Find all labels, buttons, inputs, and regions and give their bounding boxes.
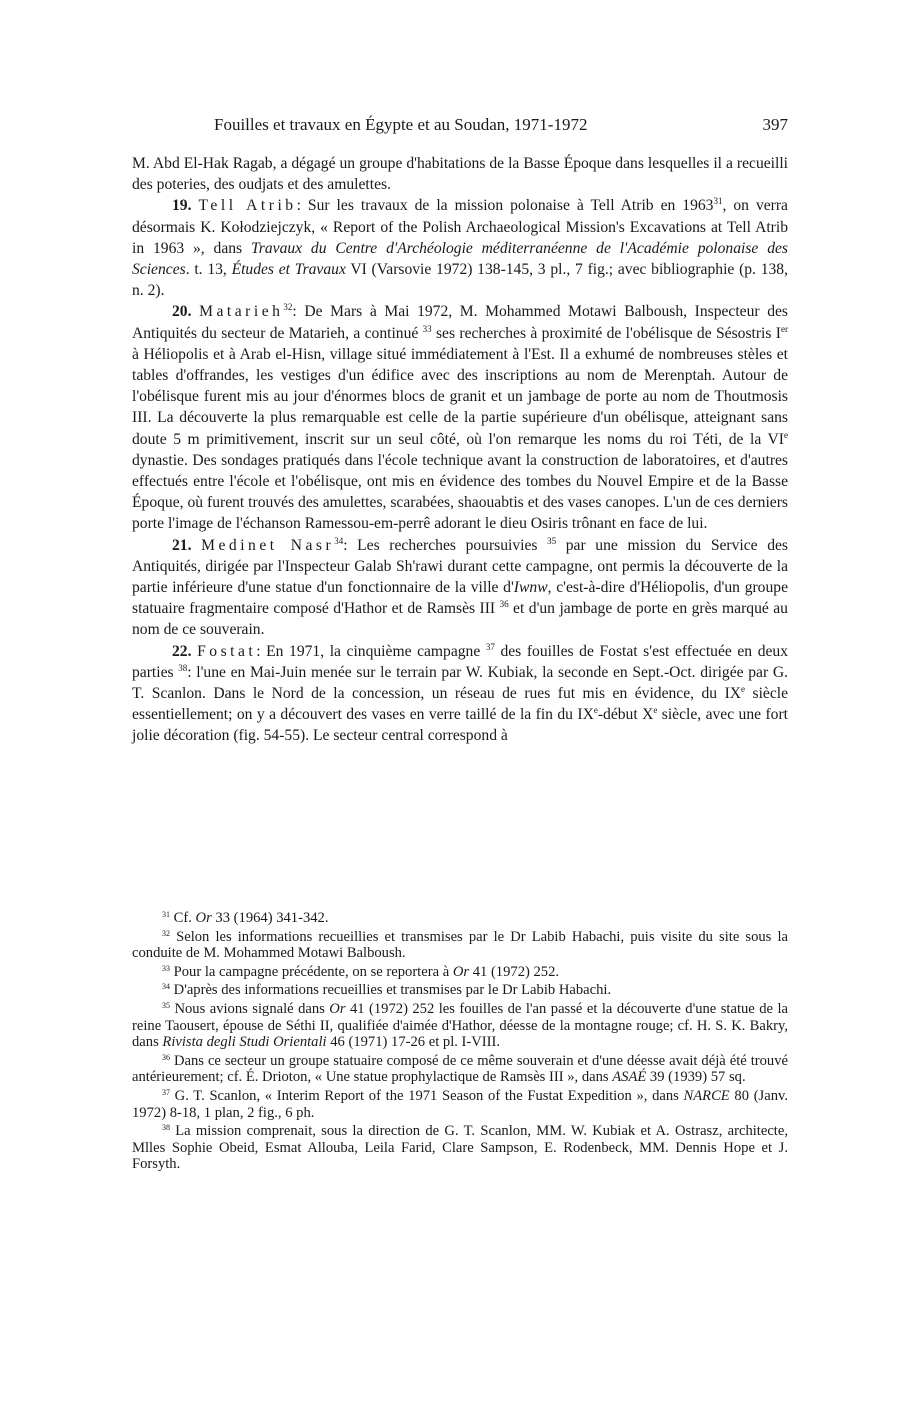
footnote-ref: 38 [178, 662, 188, 673]
footnote-33: $^{33}$ Pour la campagne précédente, on se reportera à Or 41 (1972) 252. [162, 963, 560, 980]
running-header [132, 115, 788, 139]
footnote-34: $^{34}$ D'après des informations recueillies et transmises par le Dr Labib Habachi. [162, 982, 612, 999]
footnote-31: $^{31}$ Cf. Or 33 (1964) 341-342. [162, 910, 329, 926]
section-21-medinet-nasr: 21. Medinet Nasr$^{34}$: Les recherches poursuivies $^{35}$ par une mission du Service des Antiquités, dirigée par l'Inspecteur Galab Sh'rawi durant cette campagne, ont permis la découverte de la partie inférieure d'une statue d'un fonctionnaire de la ville d'Iwnw, c'est-à-dire d'Héliopolis, d'un groupe statuaire fragmentaire composé d'Hathor et de Ramsès III $^{36}$ et d'un jambage de porte en grès marqué au nom de ce souverain. [132, 535, 788, 639]
section-20-matarieh: 20. Matarieh$^{32}$: De Mars à Mai 1972, M. Mohammed Motawi Balboush, Inspecteur des Antiquités du secteur de Matarieh, a continué $^{33}$ ses recherches à proximité de l'obélisque de Sésostris Ier à Héliopolis et à Arab el-Hisn, village situé immédiatement à l'Est. Il a exhumé de nombreuses stèles et tables d'offrandes, les vestiges d'un édifice avec des inscriptions au nom de Merenptah. Autour de l'obélisque furent mis au jour d'énormes blocs de granit et un jambage de porte au nom de Thoutmosis III. La découverte la plus remarquable est celle de la partie supérieure d'un obélisque, atteignant sans doute 5 m primitivement, inscrit sur un seul côté, où l'on remarque les noms du roi Téti, de la VIe dynastie. Des sondages pratiqués dans l'école technique avant la construction de laboratoires, et d'autres effectués entre l'école et l'obélisque, ont mis en évidence des tombes du Nouvel Empire et de la Basse Époque, où furent trouvés des amulettes, scarabées, shaouabtis et des vases canopes. L'un de ces derniers porte l'image de l'échanson Ramessou-em-perrê adorant le dieu Osiris trônant en face de lui. [132, 302, 788, 533]
section-number: 22. [172, 642, 192, 660]
place-name: Fostat [197, 642, 257, 660]
footnote-38: $^{38}$ La mission comprenait, sous la direction de G. T. Scanlon, MM. W. Kubiak et A. Ostrasz, architecte, Mlles Sophie Obeid, Esmat Allouba, Leila Farid, Clare Sampson, E. Rodenbeck, MM. Dennis Hope et J. Forsyth. [132, 1123, 788, 1173]
page-number: 397 [762, 115, 788, 134]
running-title: Fouilles et travaux en Égypte et au Soudan, 1971-1972 [214, 115, 588, 134]
footnote-ref: 37 [485, 641, 495, 652]
footnote-ref: 33 [422, 323, 432, 334]
footnote-ref: 32 [283, 302, 293, 313]
footnote-ref: 36 [499, 599, 509, 610]
footnote-36: $^{36}$ Dans ce secteur un groupe statuaire composé de ce même souverain et d'une déesse avait déjà été trouvé antérieurement; cf. É. Drioton, « Une statue prophylactique de Ramsès III », dans ASAÉ 39 (1939) 57 sq. [132, 1052, 788, 1086]
section-19-tell-atrib: 19. Tell Atrib: Sur les travaux de la mission polonaise à Tell Atrib en 1963$^{31}$, on verra désormais K. Kołodziejczyk, « Report of the Polish Archaeological Mission's Excavations at Tell Atrib in 1963 », dans Travaux du Centre d'Archéologie méditerranéenne de l'Académie polonaise des Sciences. t. 13, Études et Travaux VI (Varsovie 1972) 138-145, 3 pl., 7 fig.; avec bibliographie (p. 138, n. 2). [132, 196, 788, 300]
place-name: Tell Atrib [198, 197, 297, 215]
main-text [132, 153, 788, 747]
footnote-ref: 35 [547, 535, 557, 546]
footnote-ref: 31 [713, 196, 723, 207]
footnote-ref: 34 [334, 535, 344, 546]
section-number: 20. [172, 303, 192, 321]
footnote-32: $^{32}$ Selon les informations recueillies et transmises par le Dr Labib Habachi, puis visite du site sous la conduite de M. Mohammed Motawi Balboush. [132, 928, 788, 962]
footnotes [132, 910, 788, 1175]
footnote-37: $^{37}$ G. T. Scanlon, « Interim Report of the 1971 Season of the Fustat Expedition », dans NARCE 80 (Janv. 1972) 8-18, 1 plan, 2 fig., 6 ph. [132, 1087, 788, 1121]
place-name: Medinet Nasr [201, 536, 335, 554]
section-number: 21. [172, 536, 192, 554]
place-name: Matarieh [199, 303, 284, 321]
intro-paragraph: M. Abd El-Hak Ragab, a dégagé un groupe d'habitations de la Basse Époque dans lesquelles il a recueilli des poteries, des oudjats et des amulettes. [132, 155, 788, 194]
section-22-fostat: 22. Fostat: En 1971, la cinquième campagne $^{37}$ des fouilles de Fostat s'est effectuée en deux parties $^{38}$: l'une en Mai-Juin menée sur le terrain par W. Kubiak, la seconde en Sept.-Oct. dirigée par G. T. Scanlon. Dans le Nord de la concession, un réseau de rues fut mis en évidence, du IXe siècle essentiellement; on y a découvert des vases en verre taillé de la fin du IXe-début Xe siècle, avec une fort jolie décoration (fig. 54-55). Le secteur central correspond à [132, 641, 789, 745]
footnote-35: $^{35}$ Nous avions signalé dans Or 41 (1972) 252 les fouilles de l'an passé et la découverte d'une statue de la reine Taousert, épouse de Séthi II, qualifiée d'aimée d'Hathor, déesse de la montagne rouge; cf. H. S. K. Bakry, dans Rivista degli Studi Orientali 46 (1971) 17-26 et pl. I-VIII. [132, 1000, 788, 1051]
section-number: 19. [172, 197, 192, 215]
